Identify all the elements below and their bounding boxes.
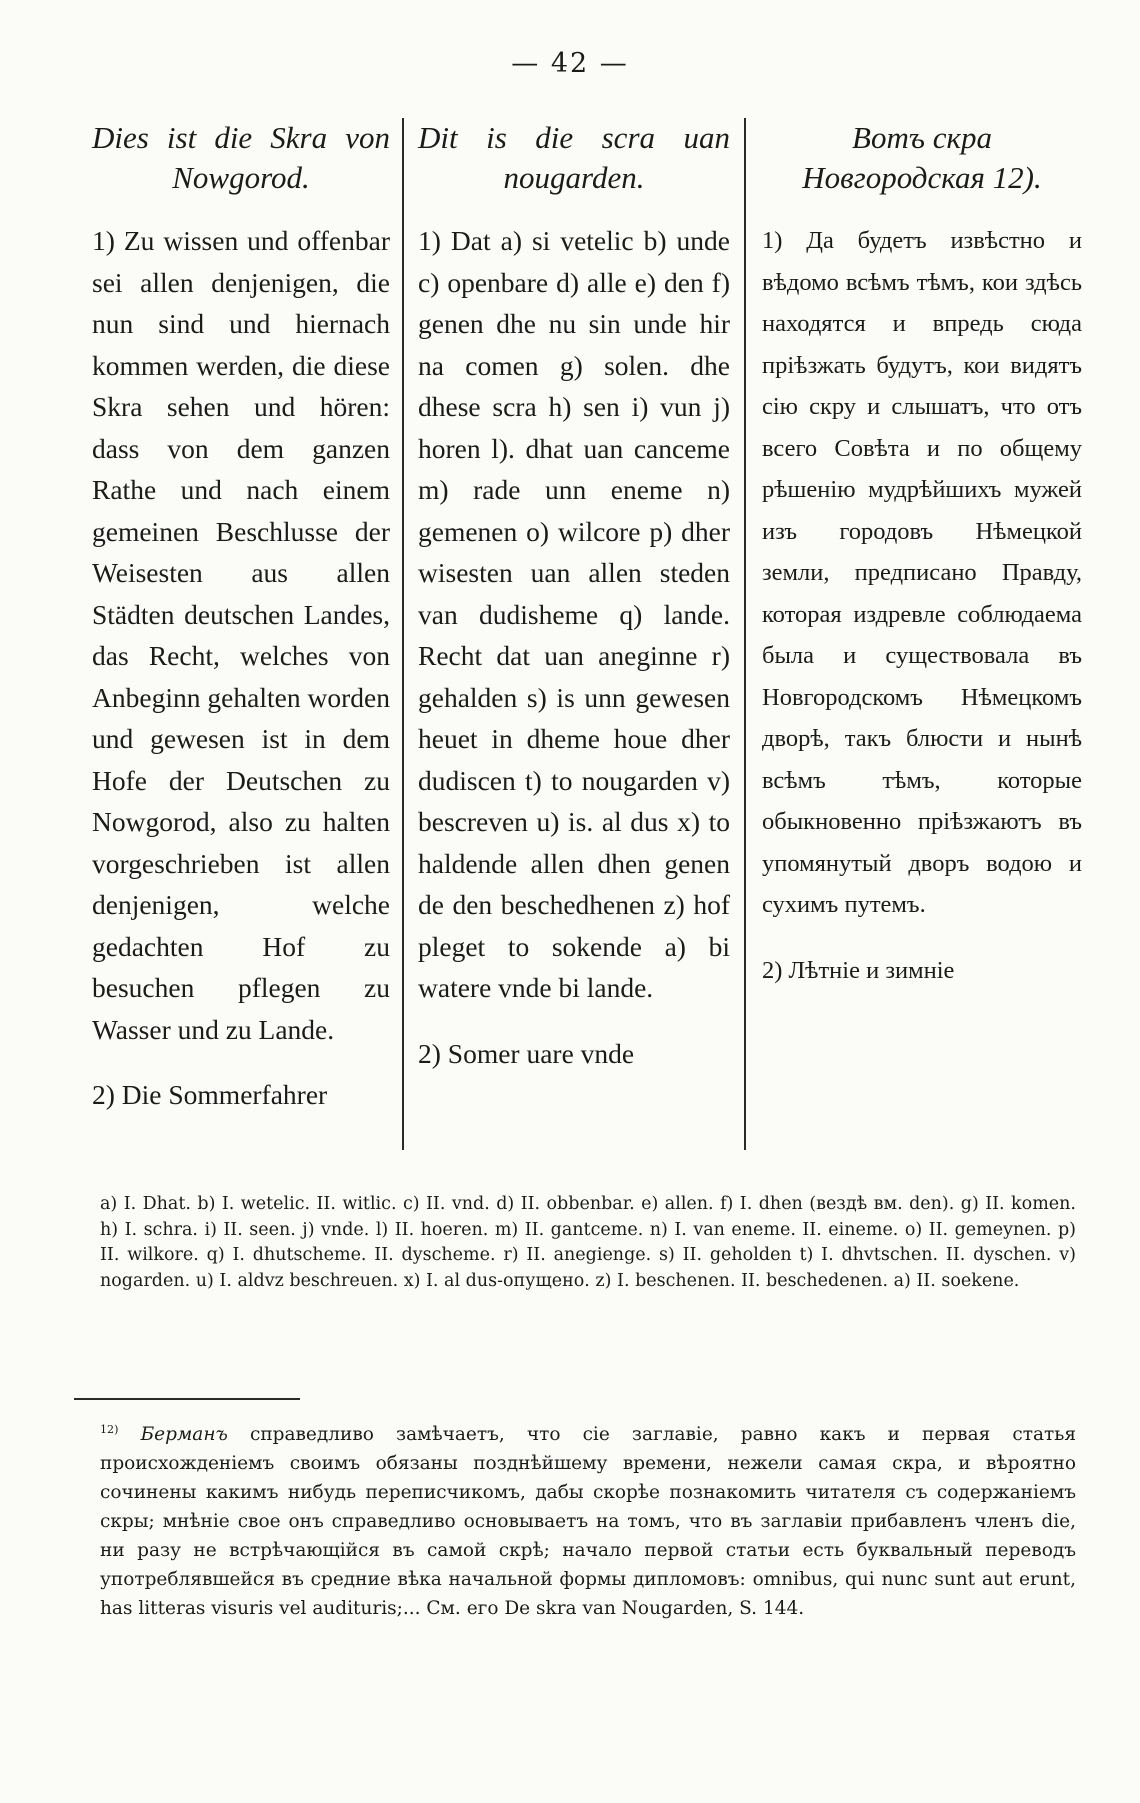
column-german-title: Dies ist die Skra von Nowgorod.: [92, 120, 390, 195]
footnote-12: [100, 1420, 1076, 1623]
footnote-text: справедливо замѣчаетъ, что сiе заглавiе, равно какъ и первая статья происхожденiемъ своимъ обязаны позднѣйшему времени, нежели самая скра, и вѣроятно сочинены какимъ нибудь переписчикомъ, дабы скорѣе познакомить читателя съ содержанiемъ скры; мнѣнiе свое онъ справедливо основываетъ на томъ, что въ заглавiи прибавленъ членъ die, ни разу не встрѣчающiйся въ самой скрѣ; начало первой статьи есть буквальный переводъ употреблявшейся въ средние вѣка начальной формы дипломовъ: omnibus, qui nunc sunt aut erunt, has litteras visuris vel audituris;... См. его De skra van Nougarden, S. 144.: [100, 1424, 1076, 1619]
column-german: [92, 118, 390, 1115]
footnote-marker: 12): [100, 1422, 119, 1436]
column-russian-article-1: 1) Да будетъ извѣстно и вѣдомо всѣмъ тѣмъ, кои здѣсь находятся и впредь сюда прiѣзжать будутъ, кои видятъ сiю скру и слышатъ, что отъ всего Совѣта и по общему рѣшенiю мудрѣйшихъ мужей изъ городовъ Нѣмецкой земли, предписано Правду, которая издревле соблюдаема была и существовала въ Новгородскомъ Нѣмецкомъ дворѣ, такъ блюсти и нынѣ всѣмъ тѣмъ, которые обыкновенно прiѣзжаютъ въ упомянутый дворъ водою и сухимъ путемъ.: [762, 227, 1082, 918]
column-german-article-2: 2) Die Sommerfahrer: [92, 1079, 328, 1110]
column-german-article-1: 1) Zu wissen und offenbar sei allen denjenigen, die nun sind und hiernach kommen werden, die diese Skra sehen und hören: dass von dem ganzen Rathe und nach einem gemeinen Beschlusse der Weisesten aus allen Städten deutschen Landes, das Recht, welches von Anbeginn gehalten worden und gewesen ist in dem Hofe der Deutschen zu Nowgorod, also zu halten vorgeschrieben ist allen denjenigen, welche gedachten Hof zu besuchen pflegen zu Wasser und zu Lande.: [92, 225, 390, 1045]
column-low-german: [418, 118, 730, 1074]
column-divider-right: [744, 118, 746, 1150]
column-russian-title: Вотъ скра Новгородская 12).: [802, 120, 1042, 195]
column-low-german-title: Dit is die scra uan nougarden.: [418, 120, 730, 195]
page-number: — 42 —: [511, 48, 629, 79]
column-divider-left: [402, 118, 404, 1150]
manuscript-variants: a) I. Dhat. b) I. wetelic. II. witlic. c) II. vnd. d) II. obbenbar. e) allen. f) I. dhen (вездѣ вм. den). g) II. komen. h) I. schra. i) II. seen. j) vnde. l) II. hoeren. m) II. gantceme. n) I. van eneme. II. eineme. o) II. gemeynen. p) II. wilkore. q) I. dhutscheme. II. dyscheme. r) II. anegienge. s) II. geholden t) I. dhvtschen. II. dyschen. v) nogarden. u) I. aldvz beschreuen. x) I. al dus-опущено. z) I. beschenen. II. beschedenen. a) II. soekene.: [100, 1194, 1076, 1291]
footnote-separator: [74, 1398, 300, 1400]
footnote-author: Берманъ: [140, 1424, 228, 1445]
column-low-german-article-2: 2) Somer uare vnde: [418, 1037, 635, 1069]
column-low-german-article-1: 1) Dat a) si vetelic b) unde c) openbare d) alle e) den f) genen dhe nu sin unde hir na comen g) solen. dhe dhese scra h) sen i) vun j) horen l). dhat uan canceme m) rade unn eneme n) gemenen o) wilcore p) dher wisesten uan allen steden van dudisheme q) lande. Recht dat uan aneginne r) gehalden s) is unn gewesen heuet in dheme houe dher dudiscen t) to nougarden v) bescreven u) is. al dus x) to haldende allen dhen genen de den beschedhenen z) hof pleget to sokende a) bi watere vnde bi lande.: [418, 225, 730, 1003]
column-russian: [762, 118, 1082, 991]
column-russian-article-2: 2) Лѣтнiе и зимнiе: [762, 956, 955, 984]
